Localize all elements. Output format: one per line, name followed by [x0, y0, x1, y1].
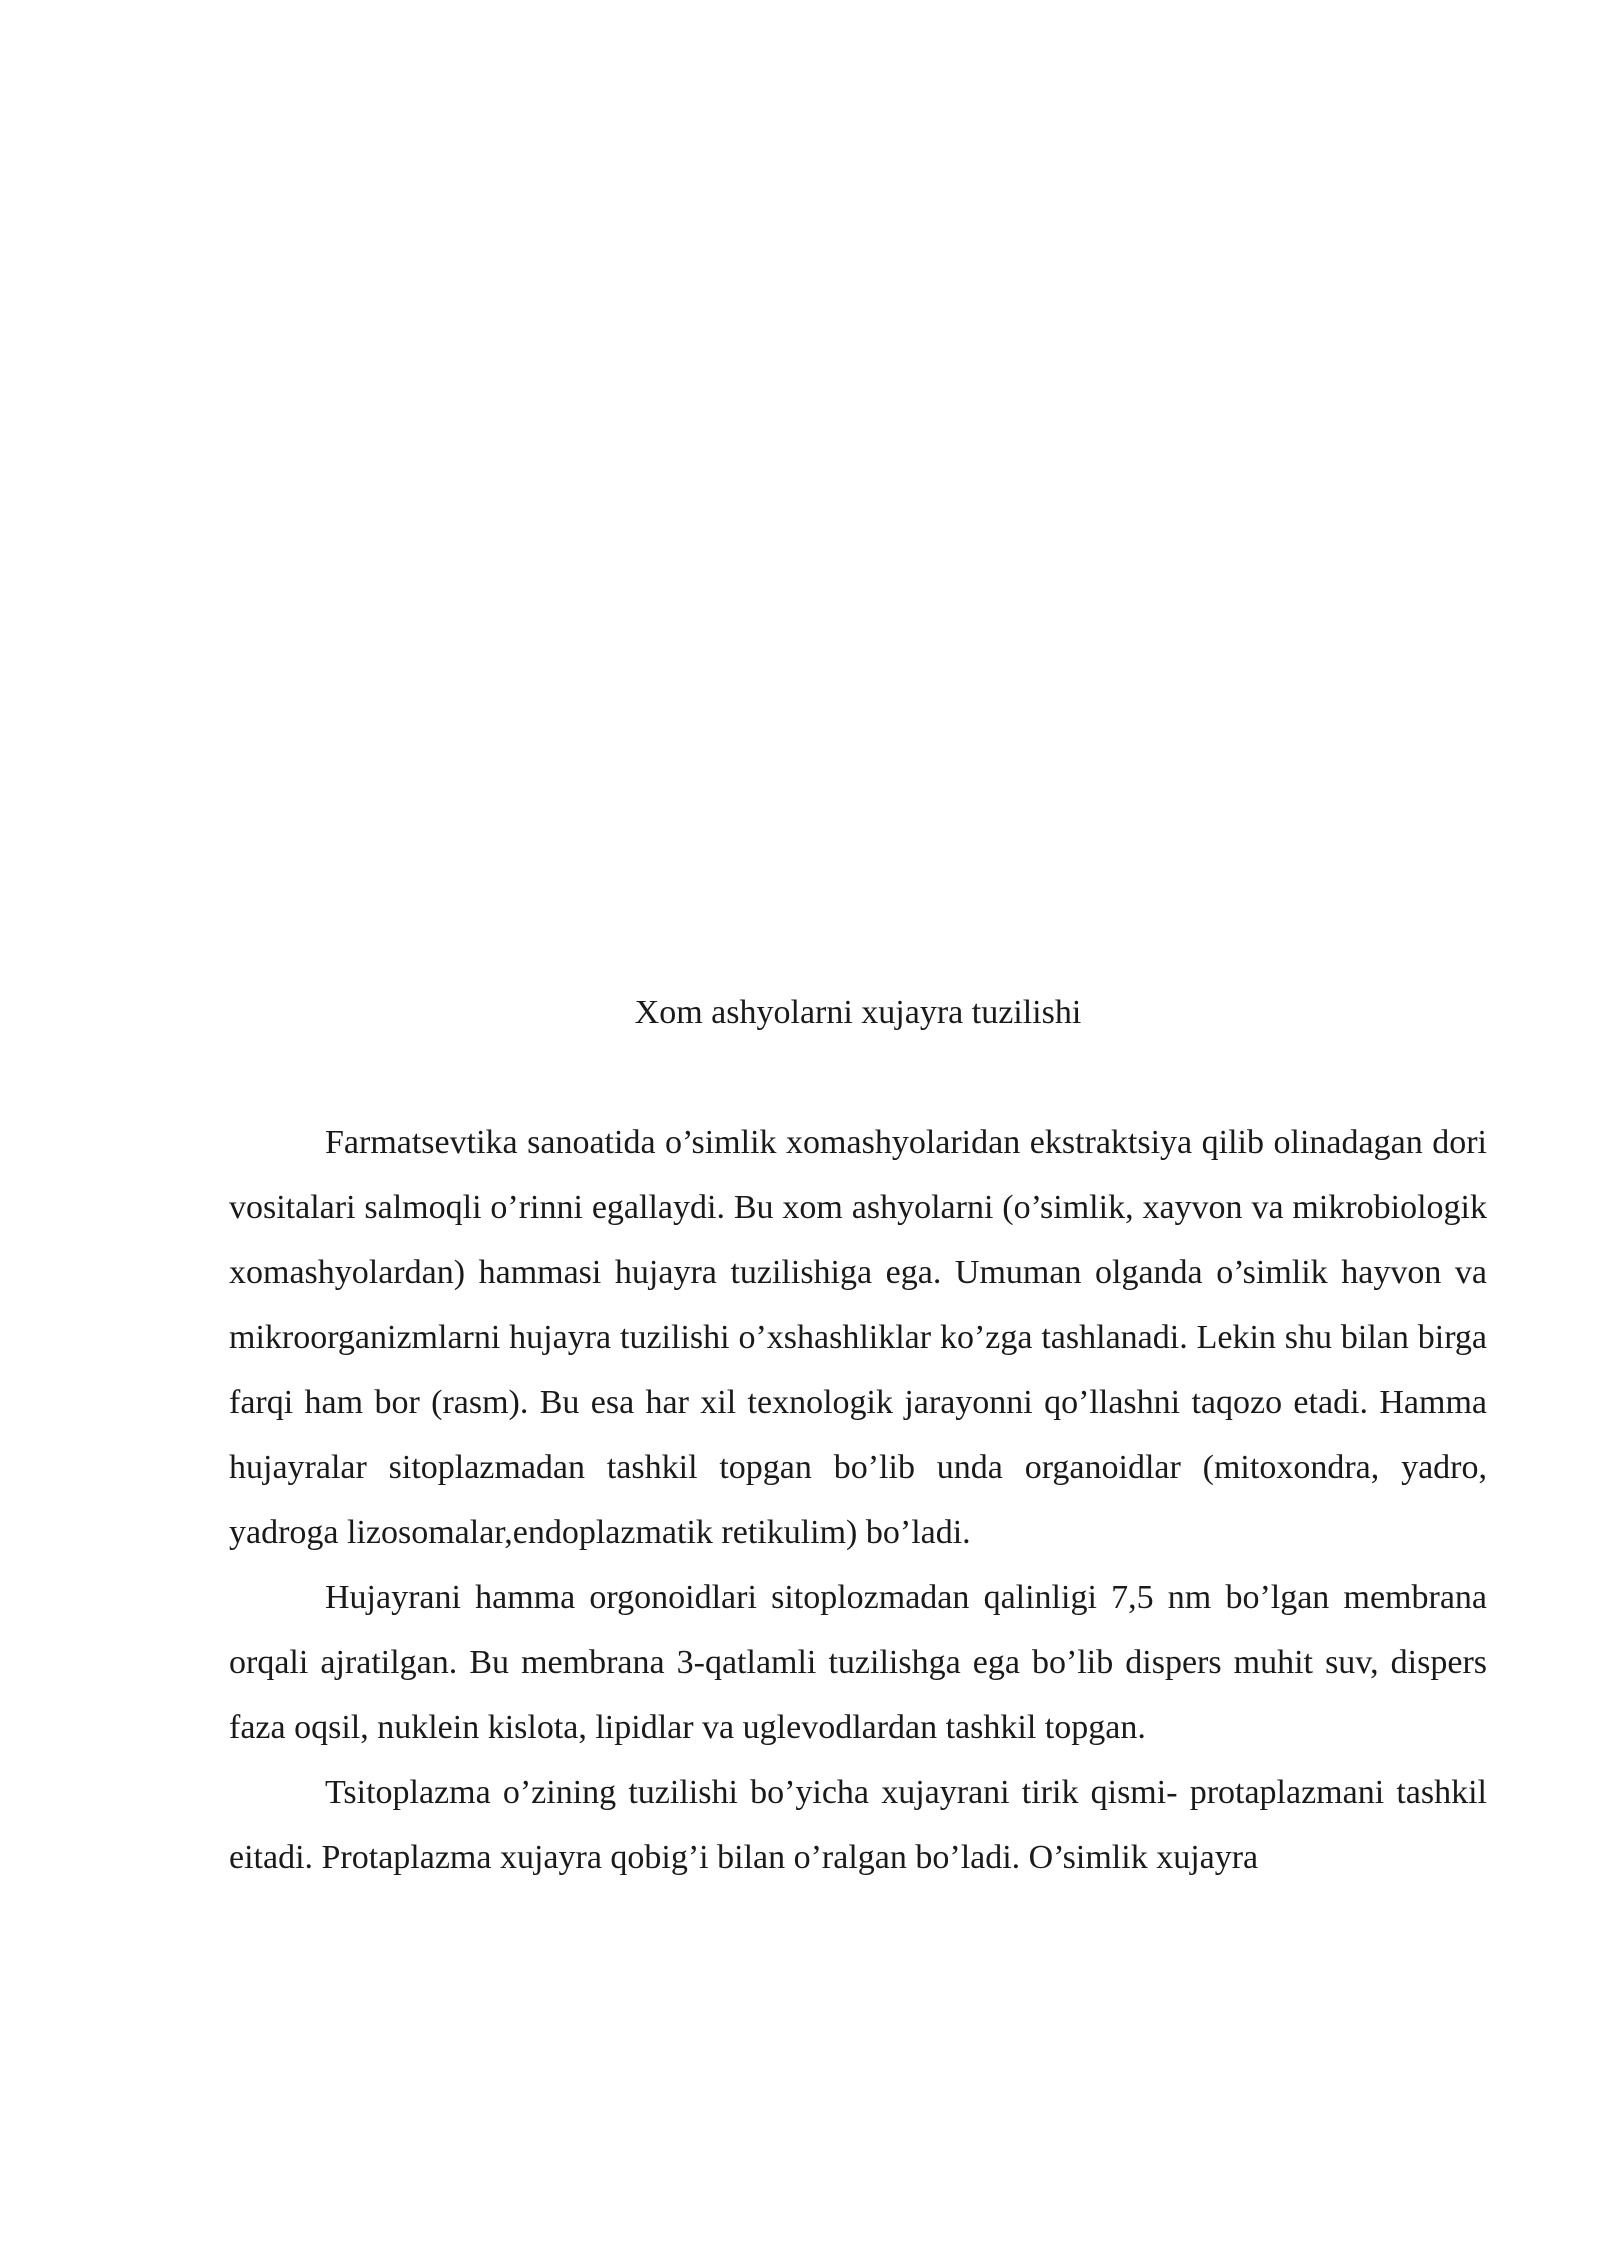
paragraph-1: Farmatsevtika sanoatida o’simlik xomashyolaridan ekstraktsiya qilib olinadagan dori vositalari salmoqli o’rinni egallaydi. Bu xom ashyolarni (o’simlik, xayvon va mikrobiologik xomashyolardan) hammasi hujayra tuzilishiga ega. Umuman olganda o’simlik hayvon va mikroorganizmlarni hujayra tuzilishi o’xshashliklar ko’zga tashlanadi. Lekin shu bilan birga farqi ham bor (rasm). Bu esa har xil texnologik jarayonni qo’llashni taqozo etadi. Hamma hujayralar sitoplazmadan tashkil topgan bo’lib unda organoidlar (mitoxondra, yadro, yadroga lizosomalar,endoplazmatik retikulim) bo’ladi. — [229, 1124, 1487, 1551]
document-title: Xom ashyolarni xujayra tuzilishi — [634, 994, 1082, 1031]
title-spacer — [229, 1045, 1487, 1110]
paragraph-3: Tsitoplazma o’zining tuzilishi bo’yicha xujayrani tirik qismi- protaplazmani tashkil eitadi. Protaplazma xujayra qobig’i bilan o’ralgan bo’ladi. O’simlik xujayra — [229, 1774, 1487, 1876]
paragraph-2: Hujayrani hamma orgonoidlari sitoplozmadan qalinligi 7,5 nm bo’lgan membrana orqali ajratilgan. Bu membrana 3-qatlamli tuzilishga ega bo’lib dispers muhit suv, dispers faza oqsil, nuklein kislota, lipidlar va uglevodlardan tashkil topgan. — [229, 1579, 1487, 1746]
document-body — [229, 980, 1487, 1890]
